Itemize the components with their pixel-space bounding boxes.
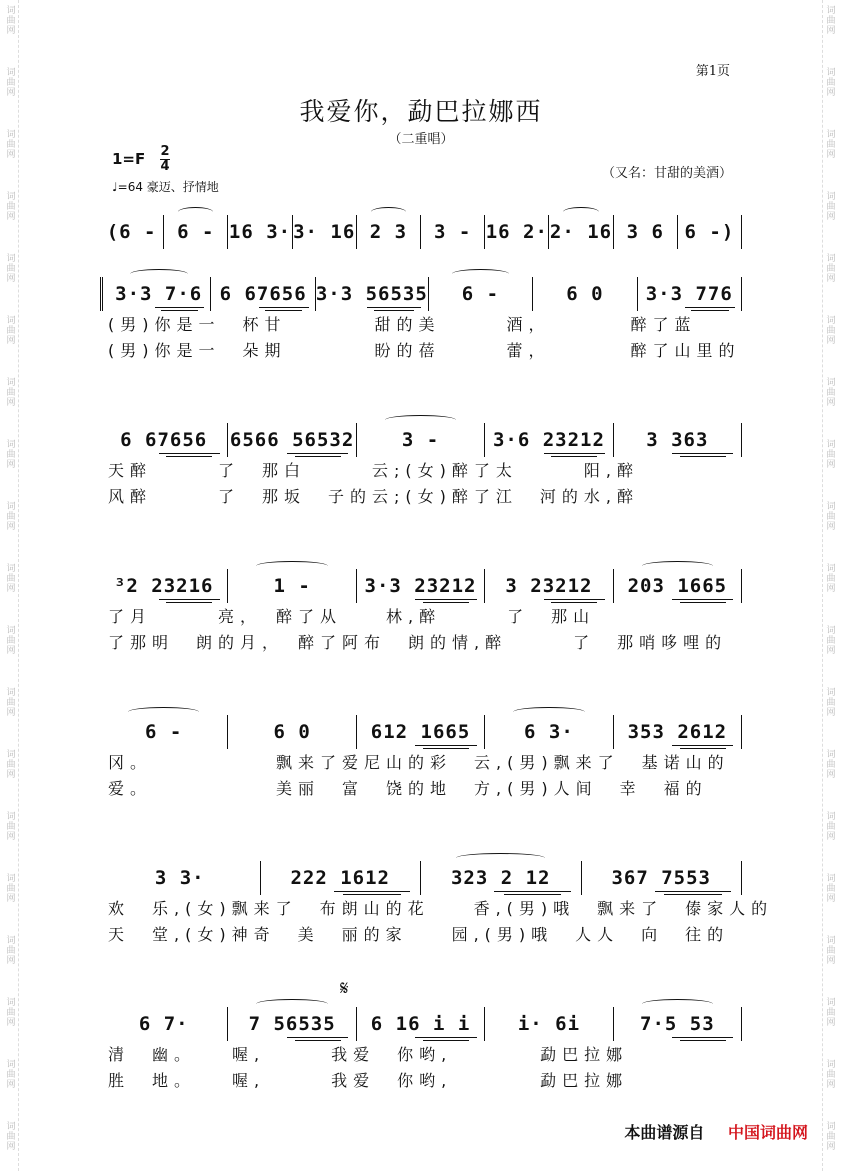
right-watermark-strip <box>822 0 840 1171</box>
measure-notes: 3·3 56535 <box>315 283 428 305</box>
beam-line <box>415 599 476 600</box>
beam-line <box>680 1040 726 1041</box>
edge-watermark-text: 词曲网 <box>6 440 16 470</box>
measure-notes: 3 6 <box>626 221 664 243</box>
slur <box>452 269 510 279</box>
measure-notes: 6 67656 <box>219 283 307 305</box>
measure <box>228 1006 355 1042</box>
measure <box>261 860 421 896</box>
measure <box>485 568 612 604</box>
edge-watermark-text: 词曲网 <box>826 750 836 780</box>
lyric-line: 冈。 飘来了爱尼山的彩 云,(男)飘来了 基诺山的 <box>108 753 730 772</box>
barline <box>741 1007 742 1041</box>
beam-line <box>343 894 400 895</box>
measure-notes: 222 1612 <box>290 867 390 889</box>
edge-watermark-text: 词曲网 <box>6 998 16 1028</box>
edge-watermark-text: 词曲网 <box>826 998 836 1028</box>
measure <box>614 714 741 750</box>
measure-notes: 3·3 7·6 <box>115 283 203 305</box>
measure-notes: 6 - <box>177 221 215 243</box>
time-signature-bottom: 4 <box>160 159 170 174</box>
measure <box>485 422 612 458</box>
measure-notes: 3·3 23212 <box>364 575 477 597</box>
beam-line <box>672 453 733 454</box>
beam-line <box>287 1037 348 1038</box>
edge-watermark-text: 词曲网 <box>826 192 836 222</box>
measure-notes: ³2 23216 <box>113 575 214 597</box>
beam-line <box>367 307 421 308</box>
song-alias: （又名：甘甜的美酒） <box>601 166 732 181</box>
edge-watermark-text: 词曲网 <box>6 874 16 904</box>
measure-notes: 3· 16 <box>293 221 356 243</box>
edge-watermark-text: 词曲网 <box>6 316 16 346</box>
measure <box>100 568 227 604</box>
slur <box>642 999 713 1009</box>
measure <box>228 422 355 458</box>
edge-watermark-text: 词曲网 <box>826 874 836 904</box>
measure <box>485 214 548 250</box>
measure-notes: 367 7553 <box>611 867 711 889</box>
barline <box>741 423 742 457</box>
time-signature-top: 2 <box>160 144 170 159</box>
measure <box>421 860 581 896</box>
beam-line <box>166 602 212 603</box>
measure <box>316 276 428 312</box>
lyric-line: 了月 亮， 醉了从 林,醉 了 那山 <box>108 607 596 626</box>
edge-watermark-text: 词曲网 <box>826 316 836 346</box>
beam-line <box>159 453 220 454</box>
beam-line <box>415 1037 476 1038</box>
barline <box>741 861 742 895</box>
measure <box>678 214 741 250</box>
lyric-line: 欢 乐,(女)飘来了 布朗山的花 香,(男)哦 飘来了 傣家人的 <box>108 899 774 918</box>
beam-line <box>672 599 733 600</box>
beam-line <box>664 894 721 895</box>
measure <box>100 860 260 896</box>
barline <box>741 569 742 603</box>
measure <box>100 214 163 250</box>
slur <box>130 269 188 279</box>
beam-line <box>265 310 302 311</box>
measure <box>357 568 484 604</box>
barline <box>741 715 742 749</box>
measure <box>357 1006 484 1042</box>
measure <box>485 714 612 750</box>
beam-line <box>680 748 726 749</box>
edge-watermark-text: 词曲网 <box>6 1122 16 1152</box>
measure-notes: 3 23212 <box>505 575 593 597</box>
slur <box>256 999 327 1009</box>
edge-watermark-text: 词曲网 <box>826 130 836 160</box>
measure-notes: 6 - <box>145 721 183 743</box>
slur <box>178 207 213 217</box>
measure-notes: 16 2· <box>485 221 548 243</box>
edge-watermark-text: 词曲网 <box>6 936 16 966</box>
page-number: 第1页 <box>695 64 730 79</box>
measure-notes: 6 0 <box>273 721 311 743</box>
measure <box>357 714 484 750</box>
edge-watermark-text: 词曲网 <box>6 254 16 284</box>
measure <box>485 1006 612 1042</box>
measure <box>211 276 314 312</box>
measure <box>228 714 355 750</box>
measure <box>614 1006 741 1042</box>
measure-notes: 6 16 i i <box>370 1013 471 1035</box>
measure-notes: i· 6i <box>517 1013 581 1035</box>
measure-notes: 7·5 53 <box>640 1013 715 1035</box>
measure-notes: 1 - <box>273 575 311 597</box>
beam-line <box>423 602 469 603</box>
edge-watermark-text: 词曲网 <box>826 440 836 470</box>
measure-notes: 353 2612 <box>627 721 728 743</box>
slur <box>642 561 713 571</box>
edge-watermark-text: 词曲网 <box>6 688 16 718</box>
measure-notes: 6566 56532 <box>229 429 355 451</box>
edge-watermark-text: 词曲网 <box>6 502 16 532</box>
edge-watermark-text: 词曲网 <box>826 68 836 98</box>
slur <box>513 707 584 717</box>
measure <box>638 276 741 312</box>
beam-line <box>672 1037 733 1038</box>
measure <box>582 860 742 896</box>
measure <box>429 276 532 312</box>
beam-line <box>544 453 605 454</box>
beam-line <box>259 307 309 308</box>
edge-watermark-text: 词曲网 <box>826 936 836 966</box>
edge-watermark-text: 词曲网 <box>826 564 836 594</box>
beam-line <box>551 456 597 457</box>
edge-watermark-text: 词曲网 <box>6 6 16 36</box>
lyric-line: 胜 地。 喔, 我爱 你哟, 勐巴拉娜 <box>108 1071 629 1090</box>
slur <box>456 853 545 863</box>
staff-system-5 <box>100 714 742 802</box>
beam-line <box>680 602 726 603</box>
measure-notes: 3 - <box>401 429 440 451</box>
edge-watermark-text: 词曲网 <box>826 6 836 36</box>
edge-watermark-text: 词曲网 <box>6 68 16 98</box>
beam-line <box>504 894 561 895</box>
edge-watermark-text: 词曲网 <box>6 130 16 160</box>
footer-source <box>624 1120 808 1143</box>
edge-watermark-text: 词曲网 <box>6 564 16 594</box>
beam-line <box>415 745 476 746</box>
tempo-marking: ♩=64 豪迈、抒情地 <box>112 180 219 194</box>
time-signature <box>160 146 170 173</box>
measure <box>357 214 420 250</box>
edge-watermark-text: 词曲网 <box>6 378 16 408</box>
measure-notes: 6 7· <box>138 1013 189 1035</box>
lyric-line: 清 幽。 喔, 我爱 你哟, 勐巴拉娜 <box>108 1045 629 1064</box>
beam-line <box>655 891 732 892</box>
measure-notes: 6 3· <box>524 721 574 743</box>
staff-system-4 <box>100 568 742 656</box>
key-signature: 1=F <box>112 150 146 168</box>
measure <box>100 1006 227 1042</box>
measure-notes: 7 56535 <box>248 1013 336 1035</box>
lyric-line: 爱。 美丽 富 饶的地 方,(男)人间 幸 福的 <box>108 779 708 798</box>
measure <box>293 214 356 250</box>
edge-watermark-text: 词曲网 <box>826 378 836 408</box>
edge-watermark-text: 词曲网 <box>6 626 16 656</box>
edge-watermark-text: 词曲网 <box>826 688 836 718</box>
edge-watermark-text: 词曲网 <box>6 1060 16 1090</box>
edge-watermark-text: 词曲网 <box>826 812 836 842</box>
measure <box>614 422 741 458</box>
measure-notes: 3 - <box>433 221 472 243</box>
measure-notes: 6 0 <box>566 283 604 305</box>
measure-notes: (6 - <box>106 221 157 243</box>
song-title: 我爱你，勐巴拉娜西 <box>299 97 543 126</box>
measure-notes: 3 363 <box>646 429 709 451</box>
measure <box>100 714 227 750</box>
staff-system-1 <box>100 214 742 250</box>
beam-line <box>680 456 726 457</box>
song-subtitle: （二重唱） <box>388 132 454 147</box>
measure-notes: 323 2 12 <box>450 867 551 889</box>
beam-line <box>155 307 205 308</box>
lyric-line: 风醉 了 那坂 子的云;(女)醉了江 河的水,醉 <box>108 487 639 506</box>
left-watermark-strip <box>2 0 20 1171</box>
beam-line <box>423 1040 469 1041</box>
measure-notes: 3·6 23212 <box>492 429 605 451</box>
slur <box>385 415 456 425</box>
beam-line <box>166 456 212 457</box>
staff-system-2 <box>100 276 742 364</box>
barline <box>741 215 742 249</box>
measure <box>164 214 227 250</box>
slur <box>128 707 199 717</box>
footer-site-link[interactable]: 中国词曲网 <box>727 1123 808 1142</box>
measure-notes: 3 3· <box>154 867 205 889</box>
measure-notes: 6 67656 <box>120 429 208 451</box>
edge-watermark-text: 词曲网 <box>826 502 836 532</box>
staff-system-7 <box>100 976 742 1094</box>
edge-watermark-text: 词曲网 <box>6 192 16 222</box>
beam-line <box>672 745 733 746</box>
lyric-line: 天醉 了 那白 云;(女)醉了太 阳,醉 <box>108 461 639 480</box>
measure <box>549 214 612 250</box>
repeat-barline <box>100 277 107 311</box>
beam-line <box>494 891 571 892</box>
beam-line <box>159 599 220 600</box>
measure <box>228 214 291 250</box>
beam-line <box>685 307 735 308</box>
edge-watermark-text: 词曲网 <box>826 626 836 656</box>
beam-line <box>161 310 198 311</box>
segno-sign: 𝄋 <box>340 976 349 1000</box>
staff-system-6 <box>100 860 774 948</box>
measure <box>421 214 484 250</box>
measure-notes: 6 -) <box>684 221 735 243</box>
slur <box>563 207 598 217</box>
measure-notes: 16 3· <box>228 221 292 243</box>
edge-watermark-text: 词曲网 <box>826 1122 836 1152</box>
edge-watermark-text: 词曲网 <box>6 812 16 842</box>
measure <box>228 568 355 604</box>
measure-notes: 2· 16 <box>549 221 613 243</box>
measure-notes: 6 - <box>461 283 500 305</box>
barline <box>741 277 742 311</box>
measure-notes: 3·3 776 <box>645 283 733 305</box>
measure <box>614 568 741 604</box>
edge-watermark-text: 词曲网 <box>826 254 836 284</box>
lyric-line: (男)你是一 朵期 盼的蓓 蕾， 醉了山里的 <box>108 341 741 360</box>
lyric-line: 了那明 朗的月， 醉了阿布 朗的情,醉 了 那哨哆哩的 <box>108 633 728 652</box>
measure <box>357 422 484 458</box>
slur <box>256 561 327 571</box>
lyric-line: (男)你是一 杯甘 甜的美 酒， 醉了蓝 <box>108 315 697 334</box>
beam-line <box>544 599 605 600</box>
footer-source-label: 本曲谱源自 <box>624 1123 705 1142</box>
beam-line <box>287 453 348 454</box>
edge-watermark-text: 词曲网 <box>826 1060 836 1090</box>
measure-notes: 2 3 <box>369 221 408 243</box>
beam-line <box>295 456 341 457</box>
staff-system-3 <box>100 422 742 510</box>
beam-line <box>423 748 469 749</box>
measure <box>614 214 677 250</box>
beam-line <box>691 310 728 311</box>
beam-line <box>551 602 597 603</box>
measure-notes: 203 1665 <box>627 575 728 597</box>
beam-line <box>374 310 414 311</box>
lyric-line: 天 堂,(女)神奇 美 丽的家 园,(男)哦 人人 向 往的 <box>108 925 730 944</box>
beam-line <box>334 891 411 892</box>
measure-notes: 612 1665 <box>370 721 471 743</box>
slur <box>371 207 406 217</box>
beam-line <box>295 1040 341 1041</box>
measure <box>100 422 227 458</box>
edge-watermark-text: 词曲网 <box>6 750 16 780</box>
measure <box>107 276 210 312</box>
measure <box>533 276 636 312</box>
